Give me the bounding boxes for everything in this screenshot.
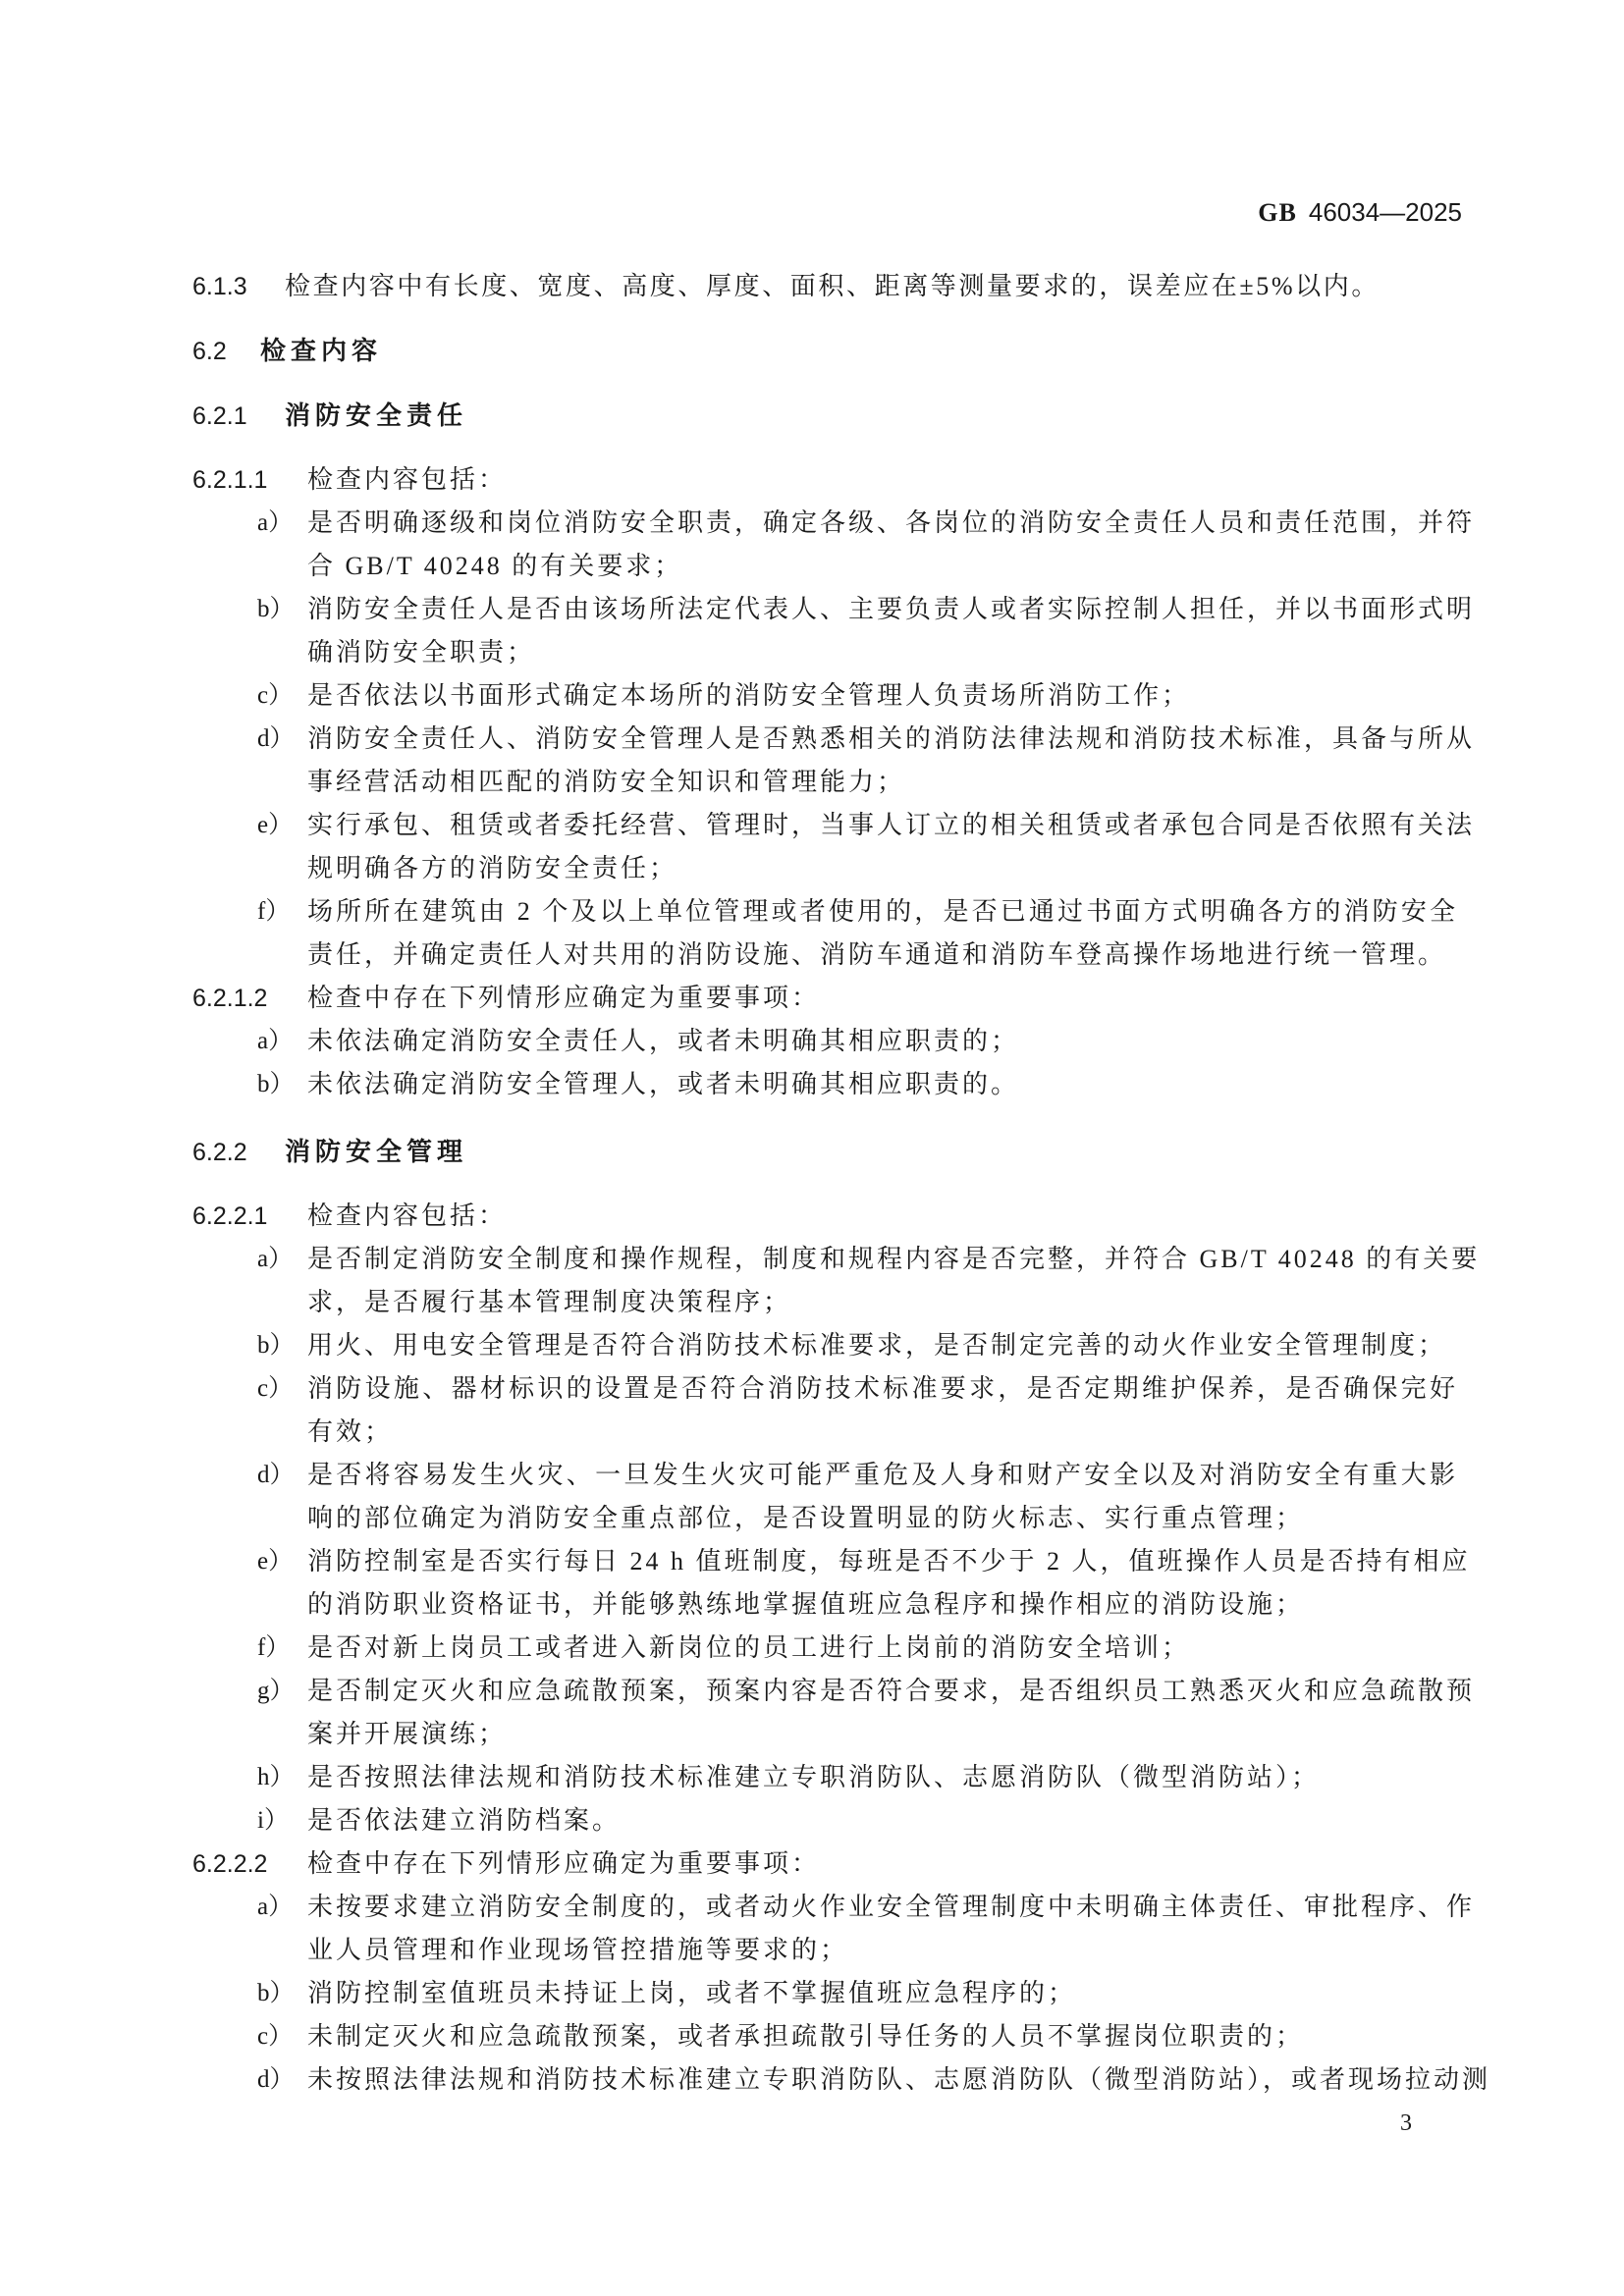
item-text: 合 GB/T 40248 的有关要求； xyxy=(307,552,683,580)
item-text: 是否依法以书面形式确定本场所的消防安全管理人负责场所消防工作； xyxy=(307,681,1191,710)
section-title: 消防安全管理 xyxy=(285,1138,468,1167)
list-item-f xyxy=(192,890,1462,934)
item-label: b） xyxy=(257,596,295,622)
item-text: 未按照法律法规和消防技术标准建立专职消防队、志愿消防队（微型消防站），或者现场拉动测 xyxy=(307,2065,1491,2094)
list-item-a-cont xyxy=(192,1281,1462,1324)
item-text: 场所所在建筑由 2 个及以上单位管理或者使用的，是否已通过书面方式明确各方的消防安全 xyxy=(307,897,1458,926)
item-text: 实行承包、租赁或者委托经营、管理时，当事人订立的相关租赁或者承包合同是否依照有关法 xyxy=(307,811,1476,839)
item-label: c） xyxy=(257,2023,294,2050)
list-item-a xyxy=(192,1020,1462,1063)
clause-6-2-1-2 xyxy=(192,977,1462,1020)
item-text: 业人员管理和作业现场管控措施等要求的； xyxy=(307,1936,849,1964)
list-item-c xyxy=(192,2015,1462,2058)
list-item-e-cont xyxy=(192,1583,1462,1627)
item-text: 用火、用电安全管理是否符合消防技术标准要求，是否制定完善的动火作业安全管理制度； xyxy=(307,1331,1447,1360)
item-label: b） xyxy=(257,1980,295,2006)
section-heading-6-2-1 xyxy=(192,395,1462,438)
list-item-g xyxy=(192,1670,1476,1713)
item-text: 案并开展演练； xyxy=(307,1720,508,1748)
list-item-d-cont xyxy=(192,761,1462,804)
item-text: 消防控制室值班员未持证上岗，或者不掌握值班应急程序的； xyxy=(307,1979,1077,2007)
list-item-h xyxy=(192,1756,1462,1799)
list-item-a xyxy=(192,1886,1476,1929)
list-item-b xyxy=(192,588,1476,631)
standard-code: 46034—2025 xyxy=(1308,197,1462,227)
list-item-g-cont xyxy=(192,1713,1462,1756)
clause-6-2-1-1 xyxy=(192,458,1462,502)
clause-number: 6.2.2.1 xyxy=(192,1202,268,1230)
clause-number: 6.1.3 xyxy=(192,273,247,300)
list-item-a xyxy=(192,502,1476,545)
item-text: 求，是否履行基本管理制度决策程序； xyxy=(307,1288,792,1316)
clause-number: 6.2.1.2 xyxy=(192,985,268,1012)
clause-text: 检查中存在下列情形应确定为重要事项： xyxy=(307,1849,821,1878)
item-text: 是否制定灭火和应急疏散预案，预案内容是否符合要求，是否组织员工熟悉灭火和应急疏散预 xyxy=(307,1677,1476,1705)
standard-prefix: GB xyxy=(1258,198,1297,227)
item-label: a） xyxy=(257,1028,294,1054)
item-label: d） xyxy=(257,1462,295,1488)
list-item-i xyxy=(192,1799,1462,1842)
item-label: e） xyxy=(257,1548,294,1575)
item-text: 未依法确定消防安全管理人，或者未明确其相应职责的。 xyxy=(307,1070,1020,1098)
document-body xyxy=(192,265,1491,2102)
list-item-d xyxy=(192,1454,1462,1497)
clause-number: 6.2.2.2 xyxy=(192,1850,268,1878)
list-item-d-cont xyxy=(192,1497,1462,1540)
list-item-a-cont xyxy=(192,545,1462,588)
section-heading-6-2-2 xyxy=(192,1131,1462,1174)
section-heading-6-2 xyxy=(192,330,1462,373)
clause-6-2-2-2 xyxy=(192,1842,1462,1886)
item-text: 是否将容易发生火灾、一旦发生火灾可能严重危及人身和财产安全以及对消防安全有重大影 xyxy=(307,1461,1458,1489)
page-header xyxy=(1258,192,1462,232)
list-item-c xyxy=(192,674,1462,718)
section-number: 6.2.1 xyxy=(192,402,247,430)
item-label: h） xyxy=(257,1764,295,1790)
item-label: a） xyxy=(257,1246,294,1272)
item-text: 是否对新上岗员工或者进入新岗位的员工进行上岗前的消防安全培训； xyxy=(307,1633,1191,1662)
clause-text: 检查内容包括： xyxy=(307,465,508,494)
item-text: 消防安全责任人、消防安全管理人是否熟悉相关的消防法律法规和消防技术标准，具备与所从 xyxy=(307,724,1476,753)
list-item-c-cont xyxy=(192,1411,1462,1454)
item-text: 是否明确逐级和岗位消防安全职责，确定各级、各岗位的消防安全责任人员和责任范围，并符 xyxy=(307,508,1476,537)
list-item-d xyxy=(192,2058,1491,2102)
list-item-b xyxy=(192,1972,1462,2015)
item-label: g） xyxy=(257,1678,295,1704)
list-item-e xyxy=(192,804,1476,847)
item-label: i） xyxy=(257,1807,289,1834)
clause-text: 检查内容中有长度、宽度、高度、厚度、面积、距离等测量要求的，误差应在±5%以内。 xyxy=(285,272,1380,300)
clause-6-1-3 xyxy=(192,265,1462,308)
item-text: 消防安全责任人是否由该场所法定代表人、主要负责人或者实际控制人担任，并以书面形式明 xyxy=(307,595,1476,623)
clause-6-2-2-1 xyxy=(192,1195,1462,1238)
item-text: 未依法确定消防安全责任人，或者未明确其相应职责的； xyxy=(307,1027,1020,1055)
item-text: 是否制定消防安全制度和操作规程，制度和规程内容是否完整，并符合 GB/T 40248 的有关要 xyxy=(307,1245,1481,1273)
list-item-e-cont xyxy=(192,847,1462,890)
item-text: 未按要求建立消防安全制度的，或者动火作业安全管理制度中未明确主体责任、审批程序、作 xyxy=(307,1893,1476,1921)
item-text: 规明确各方的消防安全责任； xyxy=(307,854,678,882)
list-item-f xyxy=(192,1627,1462,1670)
list-item-a-cont xyxy=(192,1929,1462,1972)
section-number: 6.2.2 xyxy=(192,1139,247,1166)
item-label: e） xyxy=(257,812,294,838)
item-label: f） xyxy=(257,1634,291,1661)
item-label: b） xyxy=(257,1332,295,1359)
item-text: 消防控制室是否实行每日 24 h 值班制度，每班是否不少于 2 人，值班操作人员是否持有相应 xyxy=(307,1547,1471,1575)
item-label: d） xyxy=(257,725,295,752)
list-item-e xyxy=(192,1540,1471,1583)
section-title: 检查内容 xyxy=(260,337,383,366)
item-text: 消防设施、器材标识的设置是否符合消防技术标准要求，是否定期维护保养，是否确保完好 xyxy=(307,1374,1458,1403)
list-item-b xyxy=(192,1324,1462,1367)
clause-number: 6.2.1.1 xyxy=(192,466,268,494)
item-label: a） xyxy=(257,1894,294,1920)
item-label: c） xyxy=(257,682,294,709)
item-text: 有效； xyxy=(307,1417,394,1446)
item-label: b） xyxy=(257,1071,295,1097)
item-label: c） xyxy=(257,1375,294,1402)
item-text: 事经营活动相匹配的消防安全知识和管理能力； xyxy=(307,768,906,796)
item-label: d） xyxy=(257,2066,295,2093)
item-text: 的消防职业资格证书，并能够熟练地掌握值班应急程序和操作相应的消防设施； xyxy=(307,1590,1305,1619)
list-item-d xyxy=(192,718,1476,761)
list-item-a xyxy=(192,1238,1481,1281)
list-item-f-cont xyxy=(192,934,1462,977)
item-text: 未制定灭火和应急疏散预案，或者承担疏散引导任务的人员不掌握岗位职责的； xyxy=(307,2022,1305,2051)
clause-text: 检查内容包括： xyxy=(307,1201,508,1230)
section-title: 消防安全责任 xyxy=(285,401,468,431)
item-text: 是否依法建立消防档案。 xyxy=(307,1806,622,1835)
list-item-b-cont xyxy=(192,631,1462,674)
list-item-b xyxy=(192,1063,1462,1106)
item-label: a） xyxy=(257,509,294,536)
clause-text: 检查中存在下列情形应确定为重要事项： xyxy=(307,984,821,1012)
list-item-c xyxy=(192,1367,1462,1411)
item-text: 确消防安全职责； xyxy=(307,638,536,667)
item-label: f） xyxy=(257,898,291,925)
item-text: 责任，并确定责任人对共用的消防设施、消防车通道和消防车登高操作场地进行统一管理。 xyxy=(307,940,1447,969)
item-text: 是否按照法律法规和消防技术标准建立专职消防队、志愿消防队（微型消防站）； xyxy=(307,1763,1321,1791)
page-number: 3 xyxy=(1400,2110,1412,2136)
item-text: 响的部位确定为消防安全重点部位，是否设置明显的防火标志、实行重点管理； xyxy=(307,1504,1305,1532)
section-number: 6.2 xyxy=(192,338,227,365)
